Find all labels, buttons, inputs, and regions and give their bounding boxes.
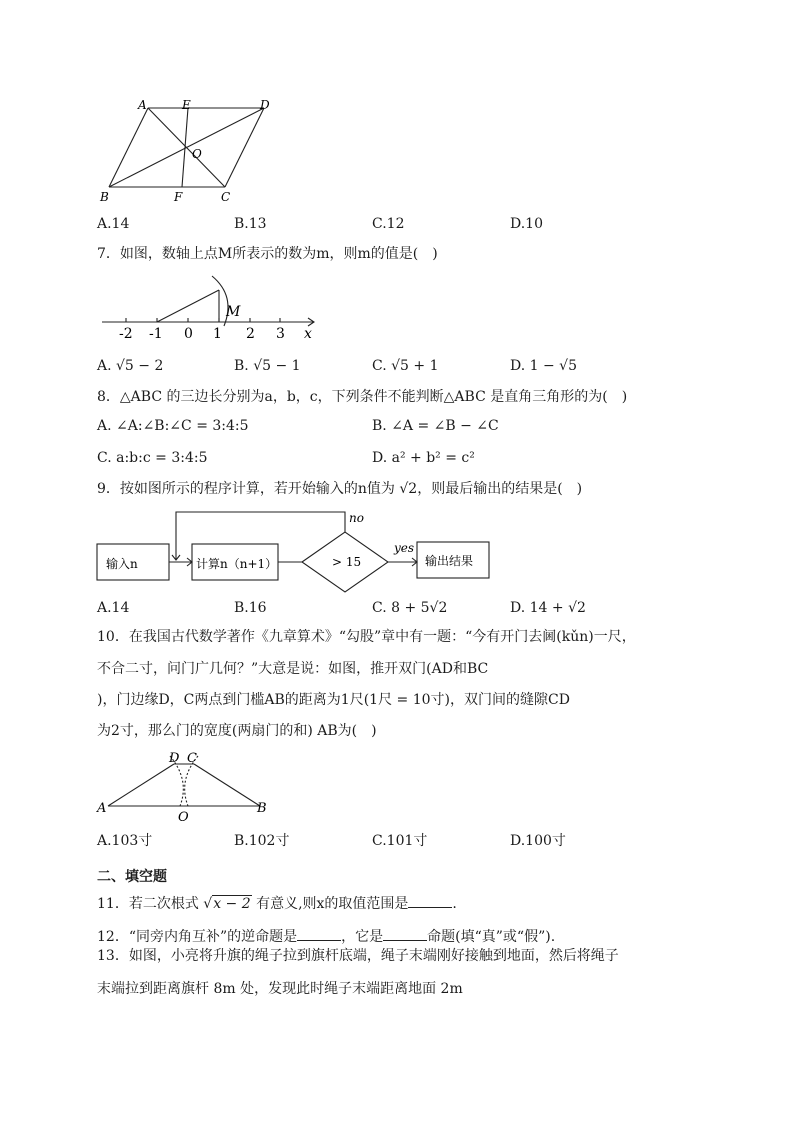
q7-option-d: D. 1 − √5 — [510, 358, 577, 374]
q10-option-c: C.101寸 — [372, 833, 428, 849]
tick-2: 2 — [246, 326, 255, 342]
point-e-label: E — [182, 98, 191, 112]
q11-end: . — [452, 896, 457, 912]
axis-x-label: x — [304, 326, 312, 342]
q8-option-d: D. a² + b² = c² — [372, 450, 475, 466]
q11-blank[interactable] — [408, 893, 452, 908]
section-title: 二、填空题 — [97, 869, 167, 885]
q13-line-1: 13．如图，小亮将升旗的绳子拉到旗杆底端，绳子末端刚好接触到地面，然后将绳子 — [97, 948, 619, 964]
tick-neg2: -2 — [119, 326, 133, 342]
point-b-label: B — [100, 190, 109, 204]
q11 — [97, 893, 457, 914]
q11-radicand: x − 2 — [213, 896, 251, 912]
door-c-label: C — [187, 751, 197, 766]
q7-stem: 7．如图，数轴上点M所表示的数为m，则m的值是( ) — [97, 246, 438, 262]
q6-option-c: C.12 — [372, 216, 405, 232]
q11-prefix: 11．若二次根式 — [97, 896, 204, 912]
program-flowchart — [94, 506, 494, 596]
q9-stem: 9．按如图所示的程序计算，若开始输入的n值为 √2，则最后输出的结果是( ) — [97, 481, 583, 497]
q10-line-3: )，门边缘D，C两点到门槛AB的距离为1尺(1尺 = 10寸)，双门间的缝隙CD — [97, 692, 570, 708]
q7-option-c: C. √5 + 1 — [372, 358, 439, 374]
q9-option-b: B.16 — [234, 600, 267, 616]
flow-yes-label: yes — [394, 541, 415, 555]
q11-suffix: 有意义,则x的取值范围是 — [251, 896, 409, 912]
q8-option-c: C. a:b:c = 3:4:5 — [97, 450, 208, 466]
parallelogram-figure — [96, 94, 286, 206]
flow-calc-label: 计算n（n+1） — [196, 557, 278, 571]
q9-option-c: C. 8 + 5√2 — [372, 600, 448, 616]
q7-option-a: A. √5 − 2 — [97, 358, 164, 374]
door-d-label: D — [169, 751, 180, 766]
q6-option-a: A.14 — [97, 216, 130, 232]
q9-option-a: A.14 — [97, 600, 130, 616]
point-m-label: M — [226, 304, 241, 320]
q10-line-4: 为2寸，那么门的宽度(两扇门的和) AB为( ) — [97, 723, 377, 739]
q8-option-a: A. ∠A:∠B:∠C = 3:4:5 — [97, 418, 249, 434]
q10-option-a: A.103寸 — [97, 833, 153, 849]
q6-option-b: B.13 — [234, 216, 267, 232]
q12-mid: ，它是 — [341, 929, 384, 945]
flow-no-label: no — [349, 511, 364, 525]
q12-prefix: 12．“同旁内角互补”的逆命题是 — [97, 929, 298, 945]
q12-suffix: 命题(填“真”或“假”). — [427, 929, 556, 945]
q12 — [97, 926, 555, 947]
flow-condition-label: > 15 — [332, 555, 362, 569]
q10-option-b: B.102寸 — [234, 833, 290, 849]
door-o-label: O — [178, 810, 189, 824]
double-door-figure — [94, 748, 274, 824]
point-d-label: D — [260, 98, 270, 112]
flow-input-label: 输入n — [106, 557, 138, 571]
q12-blank-2[interactable] — [383, 926, 427, 941]
q6-option-d: D.10 — [510, 216, 543, 232]
door-b-label: B — [257, 801, 267, 816]
point-f-label: F — [174, 190, 183, 204]
point-c-label: C — [221, 190, 231, 204]
q13-line-2: 末端拉到距离旗杆 8m 处，发现此时绳子末端距离地面 2m — [97, 981, 463, 997]
tick-1: 1 — [213, 326, 222, 342]
tick-neg1: -1 — [149, 326, 163, 342]
point-a-label: A — [138, 98, 147, 112]
sqrt-symbol: √ — [203, 896, 213, 912]
point-o-label: O — [192, 147, 202, 161]
q8-stem: 8．△ABC 的三边长分别为a，b，c，下列条件不能判断△ABC 是直角三角形的为( ) — [97, 389, 628, 405]
tick-0: 0 — [184, 326, 193, 342]
q10-line-1: 10．在我国古代数学著作《九章算术》“勾股”章中有一题：“今有开门去阃(kǔn)一尺， — [97, 629, 636, 645]
flow-output-label: 输出结果 — [425, 554, 474, 568]
door-a-label: A — [97, 801, 107, 816]
q10-line-2: 不合二寸，问门广几何？”大意是说：如图，推开双门(AD和BC — [97, 661, 489, 677]
q9-option-d: D. 14 + √2 — [510, 600, 586, 616]
q10-option-d: D.100寸 — [510, 833, 566, 849]
q12-blank-1[interactable] — [297, 926, 341, 941]
tick-3: 3 — [276, 326, 285, 342]
q8-option-b: B. ∠A = ∠B − ∠C — [372, 418, 499, 434]
q7-option-b: B. √5 − 1 — [234, 358, 301, 374]
number-line-figure — [96, 274, 322, 344]
